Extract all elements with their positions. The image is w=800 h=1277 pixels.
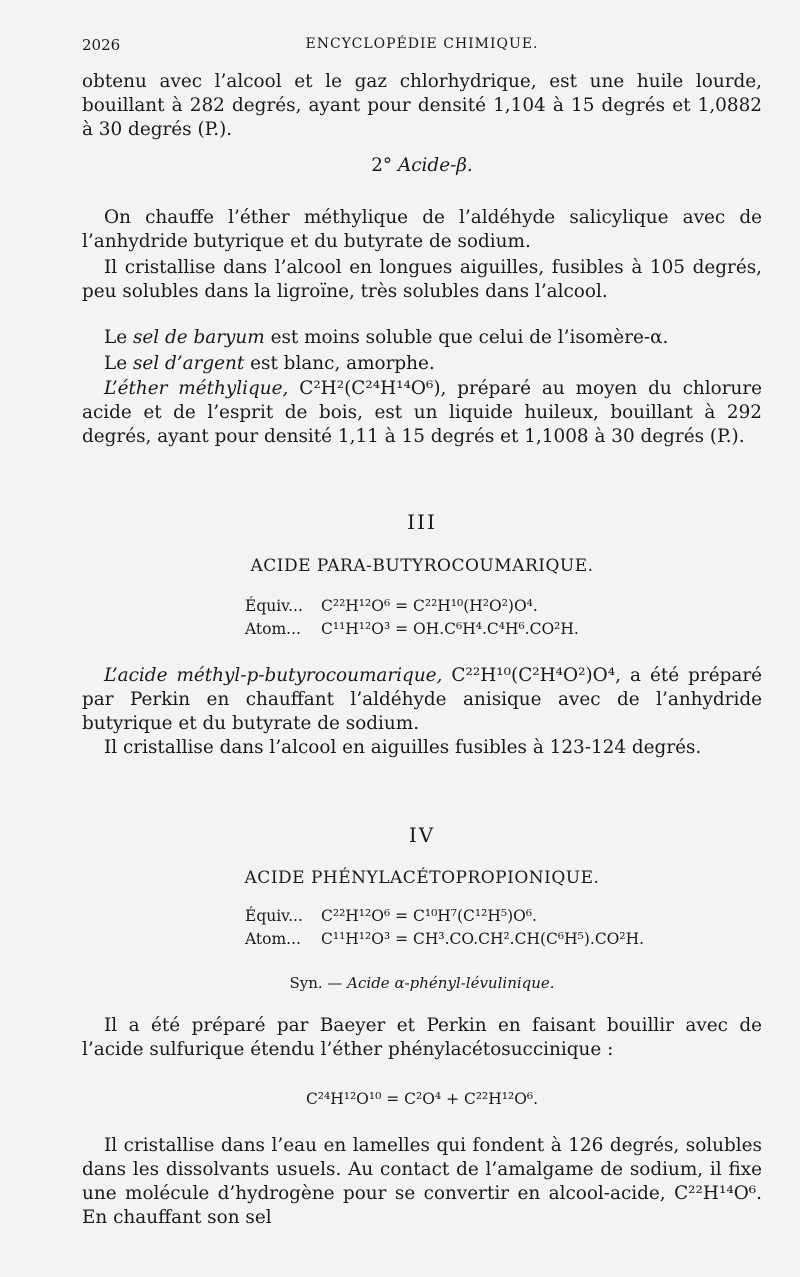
section-3-number: III xyxy=(407,510,437,534)
formula-equiv-iii: Équiv... C²²H¹²O⁶ = C²²H¹⁰(H²O²)O⁴. xyxy=(245,597,538,615)
formula-equiv-iv: Équiv... C²²H¹²O⁶ = C¹⁰H⁷(C¹²H⁵)O⁶. xyxy=(245,907,537,925)
paragraph-methyl-ether: L’éther méthylique, C²H²(C²⁴H¹⁴O⁶), préparé au moyen du chlorure acide et de l’esprit de bois, est un liquide huileux, bouillant à 292 degrés, ayant pour densité 1,11 à 15 degrés et 1,1008 à 30 degrés (P.). xyxy=(82,378,763,447)
paragraph-needles: Il cristallise dans l’alcool en aiguilles fusibles à 123-124 degrés. xyxy=(104,737,702,758)
paragraph-silver-salt: Le sel d’argent est blanc, amorphe. xyxy=(104,353,435,374)
section-4-number: IV xyxy=(408,823,436,847)
formula-atom-iii: Atom... C¹¹H¹²O³ = OH.C⁶H⁴.C⁴H⁶.CO²H. xyxy=(245,620,579,638)
formula-atom-iv: Atom... C¹¹H¹²O³ = CH³.CO.CH².CH(C⁶H⁵).CO²H. xyxy=(245,930,645,948)
paragraph-baeyer-perkin: Il a été préparé par Baeyer et Perkin en faisant bouillir avec de l’acide sulfurique étendu l’éther phénylacétosuccinique : xyxy=(82,1015,762,1060)
paragraph-methyl-butyrocoumaric: L’acide méthyl-p-butyrocoumarique, C²²H¹⁰(C²H⁴O²)O⁴, a été préparé par Perkin en chauffant l’aldéhyde anisique avec de l’anhydride butyrique et du butyrate de sodium. xyxy=(82,665,762,734)
section-4-title: ACIDE PHÉNYLACÉTOPROPIONIQUE. xyxy=(244,868,600,888)
header-title: ENCYCLOPÉDIE CHIMIQUE. xyxy=(305,36,539,52)
paragraph-preparation: On chauffe l’éther méthylique de l’aldéhyde salicylique avec de l’anhydride butyrique et du butyrate de sodium. xyxy=(82,207,762,252)
paragraph-baryum-salt: Le sel de baryum est moins soluble que celui de l’isomère-α. xyxy=(104,327,669,348)
section-2-number: 2° xyxy=(371,155,393,176)
synonym-line: Syn. — Acide α-phényl-lévulinique. xyxy=(289,974,555,992)
page-number: 2026 xyxy=(82,36,121,54)
reaction-equation: C²⁴H¹²O¹⁰ = C²O⁴ + C²²H¹²O⁶. xyxy=(305,1090,539,1108)
paragraph-lamelles: Il cristallise dans l’eau en lamelles qui fondent à 126 degrés, solubles dans les dissolvants usuels. Au contact de l’amalgame de sodium, il fixe une molécule d’hydrogène pour se convertir en alcool-acide, C²²H¹⁴O⁶. En chauffant son sel xyxy=(82,1135,762,1228)
paragraph-crystallisation: Il cristallise dans l’alcool en longues aiguilles, fusibles à 105 degrés, peu solubles dans la ligroïne, très solubles dans l’alcool. xyxy=(82,257,762,302)
section-2-name: Acide-β. xyxy=(397,155,473,176)
section-2-heading xyxy=(82,155,762,176)
paragraph-intro: obtenu avec l’alcool et le gaz chlorhydrique, est une huile lourde, bouillant à 282 degrés, ayant pour densité 1,104 à 15 degrés et 1,0882 à 30 degrés (P.). xyxy=(82,71,762,140)
section-3-title: ACIDE PARA-BUTYROCOUMARIQUE. xyxy=(250,556,594,576)
running-header xyxy=(82,36,762,58)
